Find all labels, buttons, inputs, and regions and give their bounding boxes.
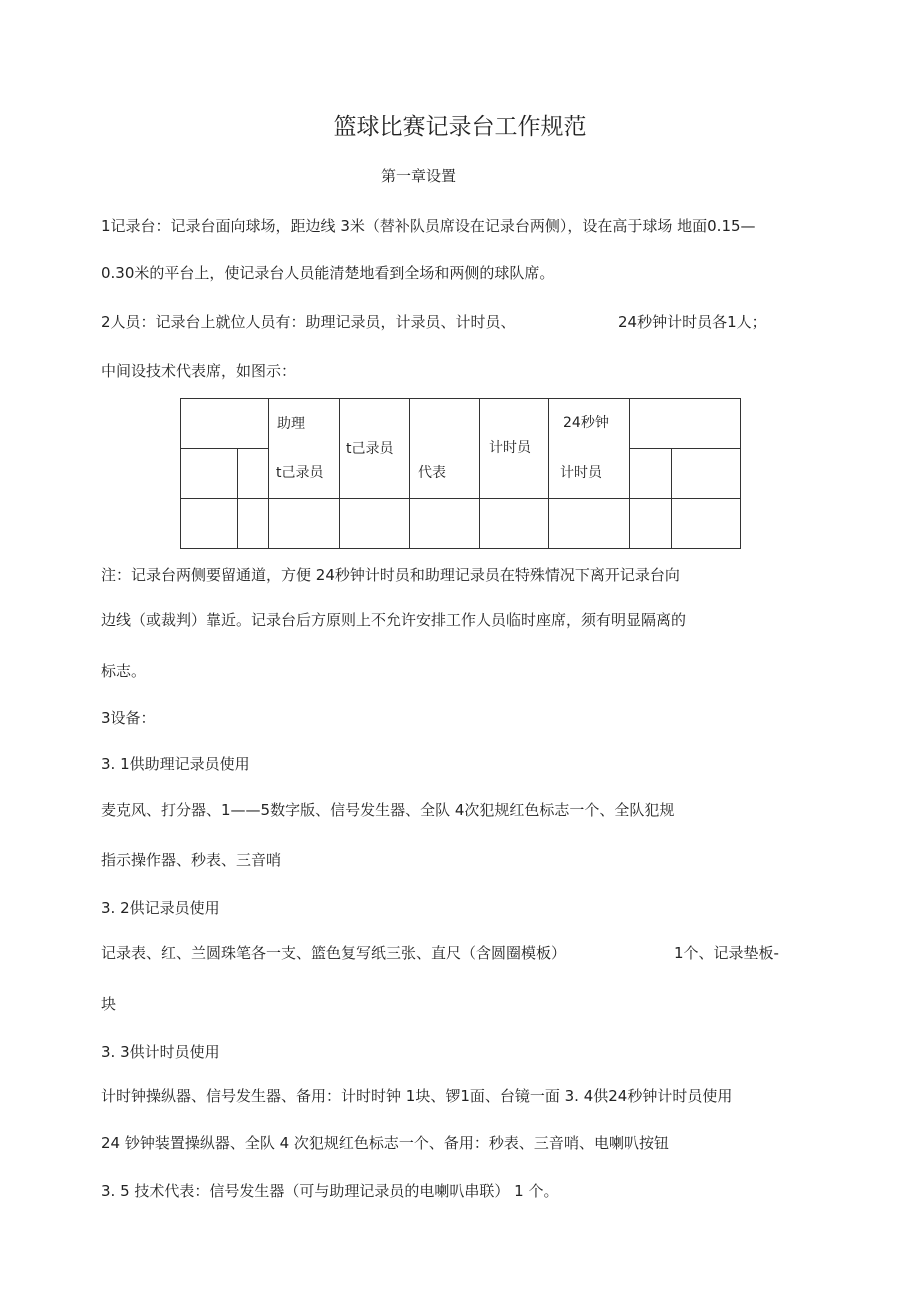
section-3-1-line-2: 指示操作器、秒表、三音哨	[101, 851, 282, 869]
paragraph-2-line-1-right: 24秒钟计时员各1人；	[618, 313, 767, 331]
table-cell-scorer: t己录员	[346, 441, 394, 457]
document-title: 篮球比赛记录台工作规范	[333, 114, 587, 140]
table-cell-timer: 计时员	[489, 440, 531, 456]
table-cell-shot-clock-top: 24秒钟	[563, 415, 609, 431]
section-3-2-line-2: 块	[101, 995, 117, 1013]
section-3-2-heading: 3. 2供记录员使用	[101, 899, 220, 917]
table-cell-shot-clock-bottom: 计时员	[560, 465, 602, 481]
table-cell-assistant-top: 助理	[277, 416, 305, 432]
note-line-1: 注：记录台两侧要留通道，方便 24秒钟计时员和助理记录员在特殊情况下离开记录台向	[101, 566, 680, 584]
paragraph-1-line-1: 1记录台：记录台面向球场，距边线 3米（替补队员席设在记录台两侧），设在高于球场 地面0.15—	[101, 217, 756, 235]
section-3-1-heading: 3. 1供助理记录员使用	[101, 755, 250, 773]
paragraph-2-line-2: 中间设技术代表席，如图示：	[101, 362, 297, 380]
section-3-4-line-1: 24 钞钟装置操纵器、全队 4 次犯规红色标志一个、备用：秒表、三音哨、电喇叭按钮	[101, 1134, 669, 1152]
paragraph-1-line-2: 0.30米的平台上，使记录台人员能清楚地看到全场和两侧的球队席。	[101, 264, 555, 282]
table-cell-delegate: 代表	[418, 465, 446, 481]
section-3-5-line-1: 3. 5 技术代表：信号发生器（可与助理记录员的电喇叭串联） 1 个。	[101, 1182, 559, 1200]
section-3-1-line-1: 麦克风、打分器、1——5数字版、信号发生器、全队 4次犯规红色标志一个、全队犯规	[101, 801, 675, 819]
paragraph-2-line-1-left: 2人员：记录台上就位人员有：助理记录员，计录员、计时员、	[101, 313, 516, 331]
note-line-3: 标志。	[101, 662, 147, 680]
section-3-2-line-1-left: 记录表、红、兰圆珠笔各一支、篮色复写纸三张、直尺（含圆圈模板）	[101, 944, 567, 962]
table-cell-assistant-bottom: t己录员	[276, 465, 324, 481]
note-line-2: 边线（或裁判）靠近。记录台后方原则上不允许安排工作人员临时座席，须有明显隔离的	[101, 611, 687, 629]
section-3-2-line-1-right: 1个、记录垫板-	[674, 944, 779, 962]
section-3-3-line-1: 计时钟操纵器、信号发生器、备用：计时时钟 1块、锣1面、台镜一面 3. 4供24秒钟计时员使用	[101, 1087, 733, 1105]
chapter-heading: 第一章设置	[381, 167, 457, 185]
equipment-heading: 3设备：	[101, 709, 156, 727]
section-3-3-heading: 3. 3供计时员使用	[101, 1043, 220, 1061]
